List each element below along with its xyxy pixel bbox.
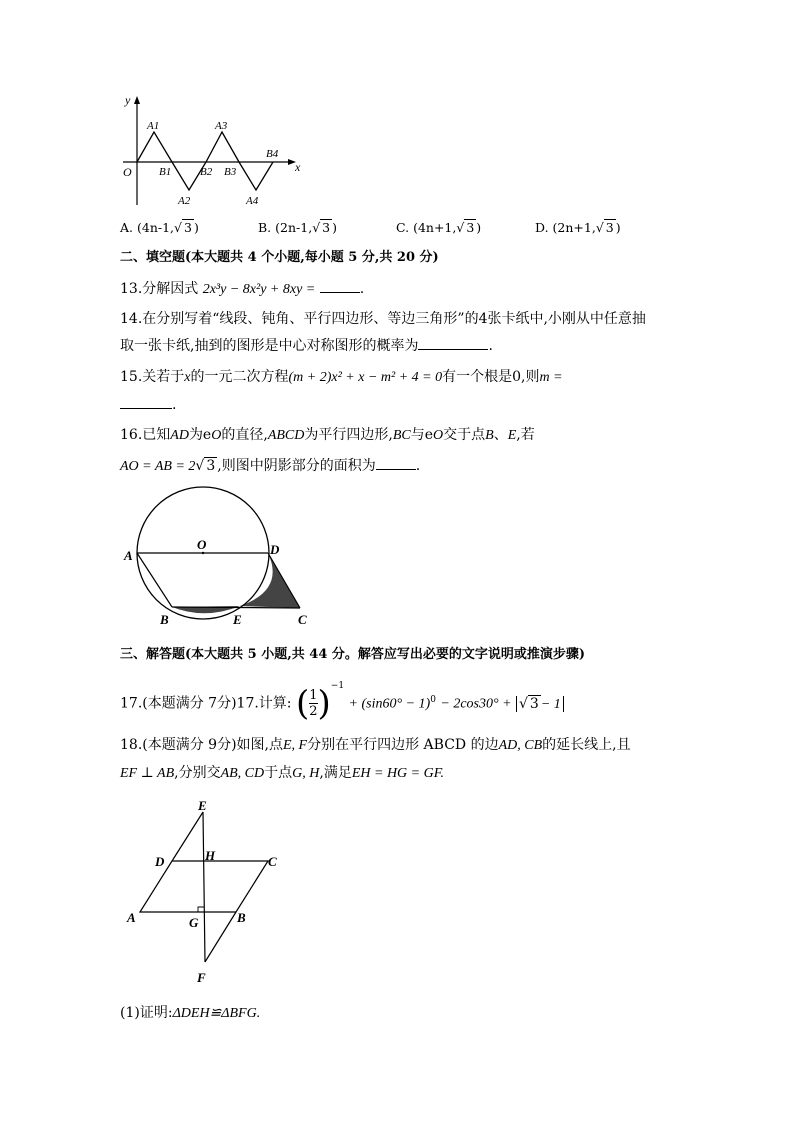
- q18-gh: G, H: [292, 766, 320, 781]
- right-angle-mark: [198, 907, 204, 912]
- option-b-letter: B.: [258, 220, 272, 235]
- label-o: O: [197, 537, 207, 552]
- q17-root: 3: [529, 695, 539, 712]
- q14-end: .: [488, 338, 493, 354]
- option-a-text: (4n-1,: [137, 220, 175, 235]
- option-a-close: ): [193, 220, 199, 235]
- option-d: D. (2n+1,√ 3 ): [535, 220, 621, 235]
- label-c: C: [268, 854, 277, 869]
- q14-line2-text: 取一张卡纸,抽到的图形是中心对称图形的概率为: [120, 338, 419, 354]
- label-b1: B1: [159, 166, 172, 178]
- q17-abs: √ 3 − 1: [516, 696, 564, 712]
- q15-text-a: 15.关若于: [120, 369, 185, 385]
- option-d-letter: D.: [535, 220, 549, 235]
- label-c: C: [298, 612, 307, 627]
- label-e: E: [233, 612, 242, 627]
- q18-abcd: AB, CD: [220, 766, 265, 781]
- option-c-close: ): [476, 220, 482, 235]
- q17-exponent: −1: [330, 681, 345, 691]
- q18-part1-expr: ΔDEH≌ΔBFG.: [172, 1006, 261, 1021]
- label-h: H: [205, 848, 216, 863]
- q17-tail: − 2cos30° +: [440, 696, 512, 712]
- label-f: F: [197, 970, 206, 985]
- q18-perp: EF ⊥ AB: [120, 766, 175, 781]
- label-b2: B2: [200, 166, 213, 178]
- q18-part1-prefix: (1)证明:: [120, 1005, 173, 1021]
- q18-text-d: ,分别交: [174, 765, 221, 781]
- label-d: D: [270, 542, 280, 557]
- q18-text-b: 分别在平行四边形 ABCD 的边: [307, 737, 499, 753]
- q16-text-i: ,则图中阴影部分的面积为: [217, 458, 376, 474]
- section2-title: 二、填空题(本大题共 4 个小题,每小题 5 分,共 20 分): [120, 250, 439, 265]
- q17-denominator: 2: [309, 704, 318, 720]
- y-axis-label: y: [125, 93, 131, 107]
- q14-line1: 14.在分别写着“线段、钝角、平行四边形、等边三角形”的4张卡纸中,小刚从中任意抽: [120, 311, 646, 327]
- option-d-close: ): [615, 220, 621, 235]
- option-b: B. (2n-1,√ 3 ): [258, 220, 337, 235]
- option-c: C. (4n+1,√ 3 ): [396, 220, 482, 235]
- option-a-letter: A.: [120, 220, 134, 235]
- label-e: E: [198, 798, 207, 813]
- option-d-text: (2n+1,: [552, 220, 596, 235]
- q16-eq: AO = AB = 2: [120, 459, 196, 474]
- option-b-text: (2n-1,: [275, 220, 313, 235]
- q15-m: m =: [539, 370, 563, 385]
- q17-paren-open: (: [295, 683, 310, 724]
- q15-end: .: [172, 397, 177, 413]
- label-a: A: [127, 910, 136, 925]
- q13-text: 分解因式: [142, 281, 199, 297]
- option-c-text: (4n+1,: [413, 220, 457, 235]
- option-c-letter: C.: [396, 220, 410, 235]
- label-a1: A1: [147, 120, 160, 132]
- q16-text-a: 16.已知: [120, 427, 171, 443]
- label-b: B: [160, 612, 169, 627]
- q17-numerator: 1: [309, 688, 318, 704]
- q13-end: .: [359, 281, 365, 297]
- q18-text-f: ,满足: [319, 765, 352, 781]
- x-axis-label: x: [295, 160, 301, 174]
- q16-text-h: ,若: [516, 427, 535, 443]
- label-g: G: [189, 915, 199, 930]
- extension-bf: [205, 912, 236, 962]
- q16-root: 3: [206, 458, 216, 474]
- q16-o1: O: [211, 428, 222, 443]
- q16-ad: AD: [170, 428, 189, 443]
- q13-expr: 2x³y − 8x²y + 8xy =: [202, 282, 316, 297]
- label-d: D: [155, 854, 165, 869]
- option-b-root: 3: [322, 220, 331, 235]
- q15-var: x: [184, 370, 191, 385]
- q18-eq: EH = HG = GF.: [351, 766, 444, 781]
- q16-abcd: ABCD: [267, 428, 305, 443]
- extension-de: [172, 812, 203, 861]
- segment-ef: [203, 812, 205, 962]
- option-a-root: 3: [184, 220, 192, 235]
- q16-text-e: 与e: [410, 427, 434, 443]
- q17-paren-close: ): [317, 683, 331, 724]
- q16-text-c: 的直径,: [221, 427, 268, 443]
- label-a4: A4: [246, 195, 259, 207]
- q18-part1: [120, 1003, 260, 1024]
- option-c-root: 3: [466, 220, 475, 235]
- q16-b: B: [485, 428, 494, 443]
- q18-text-c: 的延长线上,且: [542, 737, 631, 753]
- label-b3: B3: [224, 166, 237, 178]
- option-d-root: 3: [605, 220, 614, 235]
- q17-exponent-zero: 0: [430, 695, 436, 705]
- q16-text-b: 为e: [188, 427, 212, 443]
- label-a3: A3: [215, 120, 228, 132]
- q15-text-c: 有一个根是0,则: [442, 369, 540, 385]
- label-a2: A2: [178, 195, 191, 207]
- q16-o2: O: [433, 428, 444, 443]
- q16-text-d: 为平行四边形,: [304, 427, 393, 443]
- q17-mid: + (sin60° − 1): [348, 696, 431, 712]
- option-b-close: ): [332, 220, 337, 235]
- origin-label: O: [123, 165, 132, 179]
- q16-end: .: [415, 458, 421, 474]
- q18-adcb: AD, CB: [498, 738, 543, 753]
- q13-num: 13.: [120, 281, 143, 297]
- section3-title: 三、解答题(本大题共 5 小题,共 44 分。解答应写出必要的文字说明或推演步骤): [120, 647, 586, 662]
- q15-text-b: 的一元二次方程: [190, 369, 289, 385]
- q16-text-f: 交于点: [443, 427, 486, 443]
- q16-line2: AO = AB = 2√ 3 ,则图中阴影部分的面积为 .: [120, 455, 420, 477]
- q16-e: E: [507, 428, 517, 443]
- q15-equation: (m + 2)x² + x − m² + 4 = 0: [288, 370, 443, 385]
- q17-minus1: − 1: [540, 696, 561, 712]
- q16-text-g: 、: [493, 427, 508, 443]
- q18-text-e: 于点: [264, 765, 293, 781]
- q18-ef: E, F: [283, 738, 308, 753]
- q17-prefix: 17.(本题满分 7分)17.计算:: [120, 695, 292, 712]
- q16-bc: BC: [392, 428, 411, 443]
- option-a: A. (4n-1,√ 3 ): [120, 220, 199, 235]
- label-b: B: [237, 910, 246, 925]
- q18-text-a: 18.(本题满分 9分)如图,点: [120, 737, 283, 753]
- label-b4: B4: [266, 148, 279, 160]
- label-a: A: [124, 548, 133, 563]
